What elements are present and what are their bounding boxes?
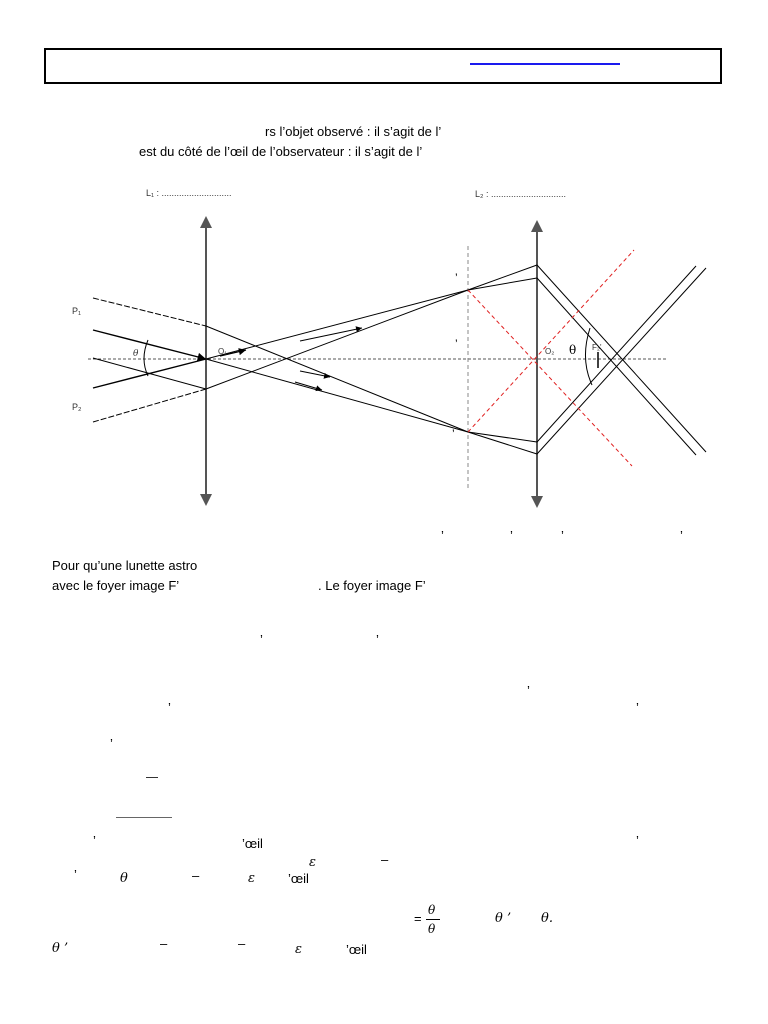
theta-arc-left xyxy=(144,340,148,376)
intro-line-2: est du côté de l’œil de l’observateur : il s’agit de l’ xyxy=(139,144,423,159)
header-box xyxy=(44,48,722,84)
o1-label: O₁ xyxy=(218,347,227,356)
frag-r6b: ’œil xyxy=(288,871,309,886)
ray-p1-center xyxy=(93,330,206,359)
frag-r3a: ’ xyxy=(168,700,171,715)
ray-img-top-l2a xyxy=(468,265,537,290)
arrow-mid-1 xyxy=(300,328,362,341)
ray-to-image-bot-1 xyxy=(206,290,468,389)
frag-r5c: ’ xyxy=(636,833,639,848)
comma-row-4: ’ xyxy=(680,528,683,543)
ray-p1-top xyxy=(93,298,206,326)
frag-eps1: ε xyxy=(309,855,316,870)
ray-to-image-top-1 xyxy=(206,326,468,432)
frag-theta-dot: θ. xyxy=(541,911,553,926)
intro-line-1: rs l’objet observé : il s’agit de l’ xyxy=(265,124,442,139)
frag-r3b: ’ xyxy=(636,700,639,715)
frag-frac-den: θ xyxy=(428,922,436,936)
arrow-mid-3 xyxy=(295,382,322,390)
p1-label: P₁ xyxy=(72,306,82,316)
o2-label: O₂ xyxy=(545,347,555,356)
paragraph1-line2b: . Le foyer image F’ xyxy=(318,578,426,593)
frag-frac-num: θ xyxy=(428,903,436,917)
theta-arc-right xyxy=(585,328,592,385)
lens-1-label: L₁ : ............................ xyxy=(146,188,232,198)
frag-r5b: ’œil xyxy=(242,836,263,851)
f2-label: F₂' xyxy=(592,343,602,352)
short-dash xyxy=(146,777,158,778)
frag-minus3: – xyxy=(160,936,168,951)
emerge-4 xyxy=(537,268,706,454)
comma-row-3: ’ xyxy=(561,528,564,543)
frag-minus4: – xyxy=(238,936,246,951)
ray-img-top-l2b xyxy=(468,278,537,290)
frag-r6a: ’ xyxy=(74,867,77,882)
ray-to-image-bot-2 xyxy=(206,290,468,359)
ray-img-bot-l2b xyxy=(468,432,537,454)
ray-p2-bottom xyxy=(93,389,206,422)
frag-r1b: ’ xyxy=(376,632,379,647)
frag-r1a: ’ xyxy=(260,632,263,647)
comma-bot: ’ xyxy=(452,427,455,441)
frag-eq: = xyxy=(414,911,422,926)
frag-r5a: ’ xyxy=(93,833,96,848)
frag-r8a: θ ’ xyxy=(52,941,69,956)
ray-to-image-top-2 xyxy=(206,359,468,432)
frac-bar xyxy=(426,919,440,920)
paragraph1-line2a: avec le foyer image F’ xyxy=(52,578,180,593)
frag-eps2: ε xyxy=(248,871,255,886)
comma-row-2: ’ xyxy=(510,528,513,543)
emerge-3 xyxy=(537,266,696,442)
emerge-1 xyxy=(537,265,706,452)
frag-eps3: ε xyxy=(295,942,302,957)
p2-label: P₂ xyxy=(72,402,82,412)
frag-r8b: ’œil xyxy=(346,942,367,957)
paragraph1-line1: Pour qu’une lunette astro xyxy=(52,558,198,573)
ray-img-top-l2c xyxy=(468,290,537,454)
frag-minus1: – xyxy=(381,852,389,867)
ray-img-bot-l2a xyxy=(468,432,537,442)
frag-theta1: θ xyxy=(120,871,128,886)
lens-2-label: L₂ : .............................. xyxy=(475,189,567,199)
frag-theta-prime: θ ’ xyxy=(495,911,512,926)
frag-r4a: ’ xyxy=(110,736,113,751)
construction-2 xyxy=(468,250,634,432)
theta-left-label: θ xyxy=(133,349,139,359)
comma-top: ’ xyxy=(455,271,458,285)
comma-mid: ’ xyxy=(455,337,458,351)
theta-right-label: θ xyxy=(569,343,577,357)
telescope-diagram xyxy=(0,170,768,510)
header-link-underline[interactable] xyxy=(470,63,620,65)
comma-row-1: ’ xyxy=(441,528,444,543)
frag-minus2: – xyxy=(192,868,200,883)
frag-r2a: ’ xyxy=(527,683,530,698)
ray-p2-top xyxy=(93,359,206,388)
fraction-line xyxy=(116,817,172,818)
